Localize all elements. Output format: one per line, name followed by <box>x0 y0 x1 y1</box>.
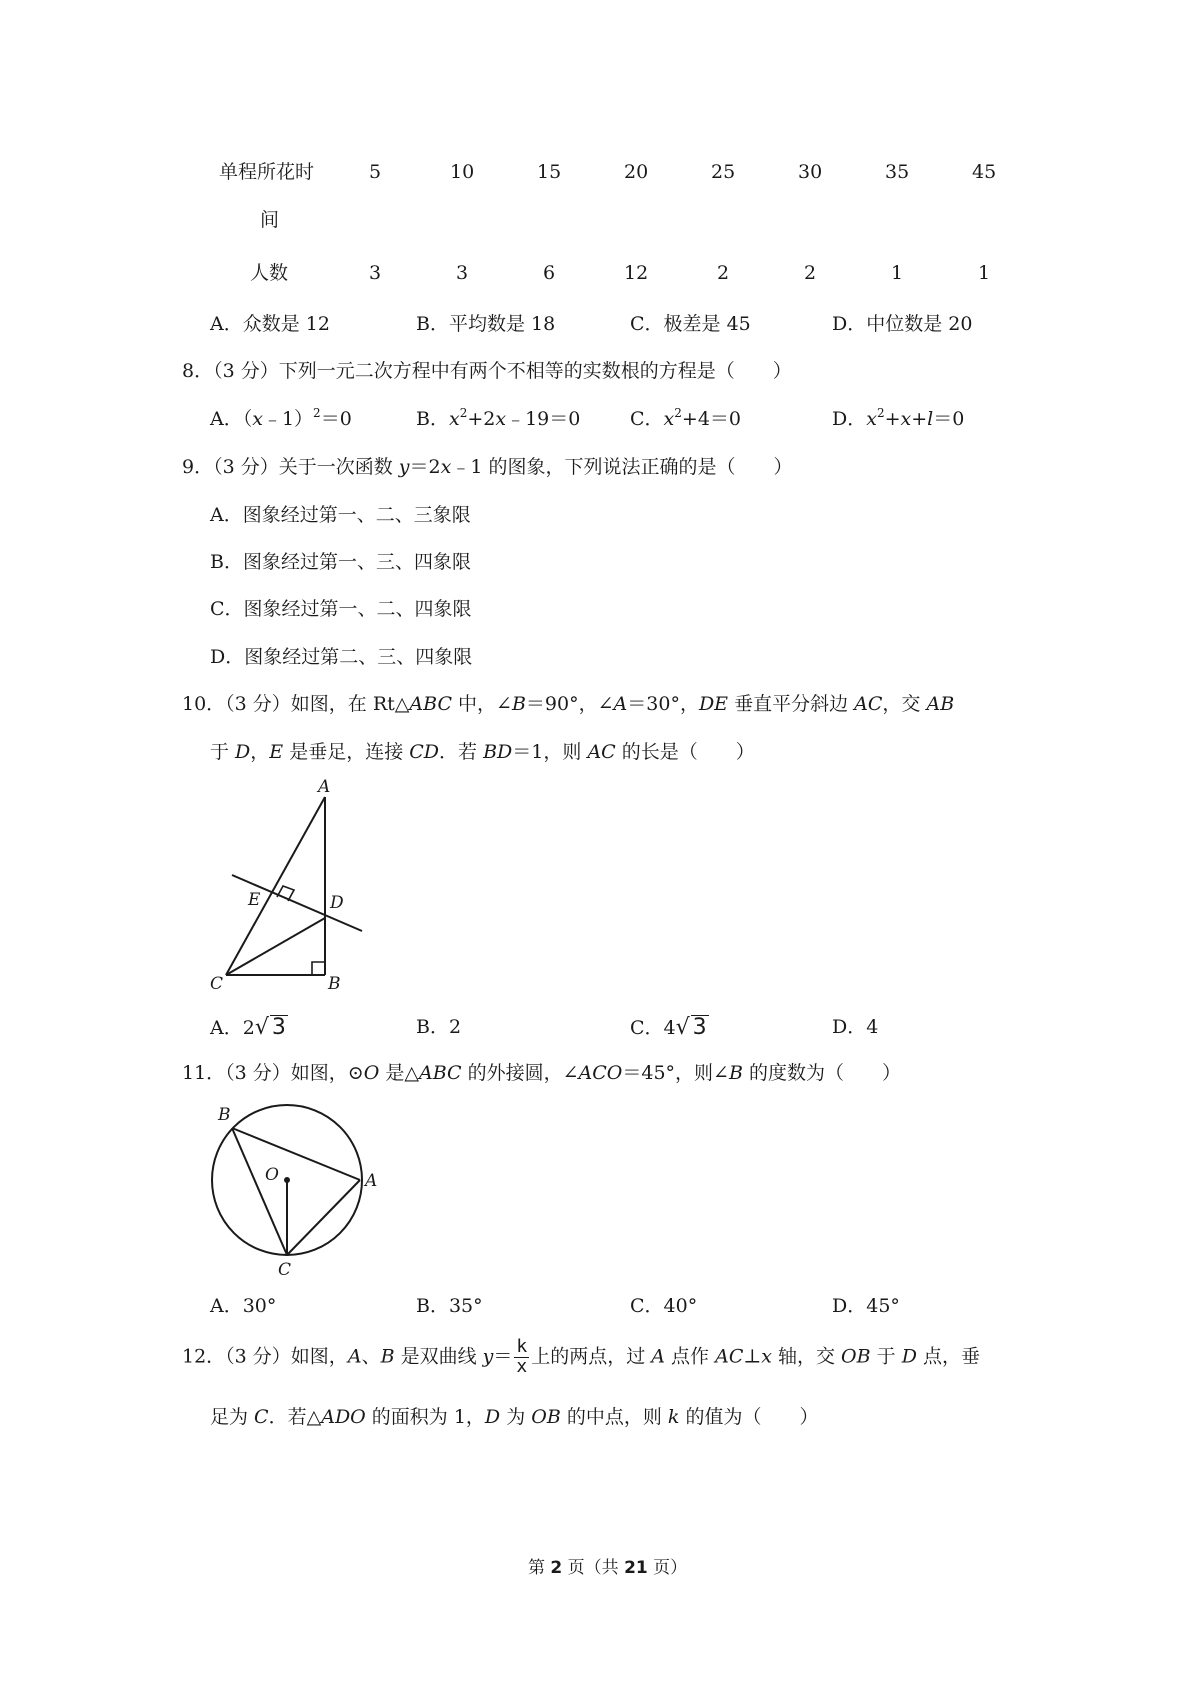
q10-triangle-figure <box>200 775 380 995</box>
table-count-value: 2 <box>717 262 730 284</box>
label-a: A <box>365 1171 378 1191</box>
q9-option-c: C．图象经过第一、二、四象限 <box>210 598 472 620</box>
table-count-value: 1 <box>978 262 991 284</box>
label-c: C <box>278 1260 292 1280</box>
label-c: C <box>210 974 224 994</box>
table-time-value: 30 <box>798 161 823 183</box>
q10-option-c: C．4√ 3 <box>630 1015 707 1040</box>
label-e: E <box>248 890 261 910</box>
q10-stem-line2: 于 D，E 是垂足，连接 CD．若 BD＝1，则 AC 的长是（ ） <box>210 741 755 763</box>
table-count-value: 12 <box>624 262 649 284</box>
q11-stem: 11．（3 分）如图，⊙O 是△ABC 的外接圆，∠ACO＝45°，则∠B 的度数为（ ） <box>182 1062 901 1084</box>
table-count-label: 人数 <box>250 262 289 284</box>
label-b: B <box>328 974 341 994</box>
q10-option-d: D．4 <box>832 1016 879 1038</box>
q8-option-d: D．$x^2+x+l=0$ <box>832 406 965 430</box>
q8-option-c: C．$x^2+4=0$ <box>630 406 742 430</box>
q9-option-a: A．图象经过第一、二、三象限 <box>210 504 471 526</box>
label-b: B <box>218 1105 231 1125</box>
q9-stem: 9．（3 分）关于一次函数 y＝2x﹣1 的图象，下列说法正确的是（ ） <box>182 456 793 478</box>
label-d: D <box>330 893 344 913</box>
segment-ac <box>287 1180 360 1255</box>
table-count-value: 6 <box>543 262 556 284</box>
q10-option-b: B．2 <box>416 1016 462 1038</box>
q11-option-d: D．45° <box>832 1295 900 1317</box>
label-a: A <box>318 777 331 797</box>
q9-option-d: D．图象经过第二、三、四象限 <box>210 646 473 668</box>
table-time-value: 5 <box>369 161 382 183</box>
right-angle-mark-b <box>312 962 325 975</box>
q7-option-a: A．众数是 12 <box>210 313 330 335</box>
q7-option-c: C．极差是 45 <box>630 313 751 335</box>
fraction-k-over-x: $\frac{k}{x}$ <box>516 1336 528 1377</box>
table-count-value: 3 <box>369 262 382 284</box>
page-total: 21 <box>624 1558 648 1578</box>
table-time-value: 15 <box>537 161 562 183</box>
q7-option-b: B．平均数是 18 <box>416 313 556 335</box>
segment-ac <box>226 797 325 975</box>
table-time-value: 20 <box>624 161 649 183</box>
q11-option-c: C．40° <box>630 1295 698 1317</box>
q8-option-a: A．（x﹣1）$^2$＝0 <box>210 406 352 430</box>
table-count-value: 2 <box>804 262 817 284</box>
q11-option-a: A．30° <box>210 1295 277 1317</box>
table-count-value: 1 <box>891 262 904 284</box>
page-number: 2 <box>550 1558 563 1578</box>
q9-option-b: B．图象经过第一、三、四象限 <box>210 551 471 573</box>
center-point-o <box>284 1177 290 1183</box>
table-header-label-cont: 间 <box>260 209 280 231</box>
page-footer: 第 2 页（共 21 页） <box>528 1558 688 1578</box>
table-time-value: 10 <box>450 161 475 183</box>
label-o: O <box>265 1165 279 1185</box>
q8-option-b: B．$x^2+2x﹣19=0$ <box>416 406 581 430</box>
table-time-value: 45 <box>972 161 997 183</box>
q12-stem-line1: 12．（3 分）如图，A、B 是双曲线 y＝ $\frac{k}{x}$ 上的两点，过 A 点作 AC⊥x 轴，交 OB 于 D 点，垂 <box>182 1336 980 1377</box>
q11-circle-figure <box>200 1100 390 1280</box>
q7-option-d: D．中位数是 20 <box>832 313 973 335</box>
table-count-value: 3 <box>456 262 469 284</box>
q10-stem-line1: 10．（3 分）如图，在 Rt△ABC 中，∠B＝90°，∠A＝30°，DE 垂直平分斜边 AC，交 AB <box>182 693 955 715</box>
q11-option-b: B．35° <box>416 1295 483 1317</box>
table-header-label: 单程所花时 <box>219 161 315 183</box>
table-time-value: 35 <box>885 161 910 183</box>
q8-stem: 8．（3 分）下列一元二次方程中有两个不相等的实数根的方程是（ ） <box>182 360 792 382</box>
q12-stem-line2: 足为 C．若△ADO 的面积为 1，D 为 OB 的中点，则 k 的值为（ ） <box>210 1406 819 1428</box>
table-time-value: 25 <box>711 161 736 183</box>
q10-option-a: A．2√ 3 <box>210 1015 286 1040</box>
